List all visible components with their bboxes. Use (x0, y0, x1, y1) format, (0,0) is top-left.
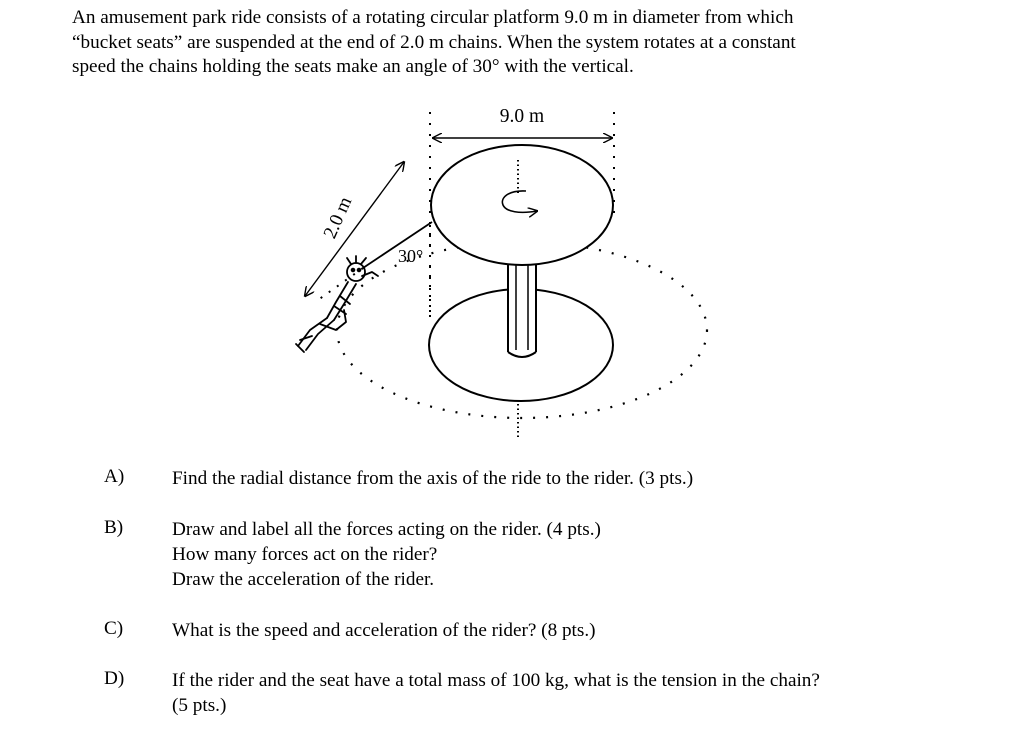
diameter-label: 9.0 m (499, 106, 545, 127)
question-line: Draw the acceleration of the rider. (172, 569, 435, 590)
question-b-letter: B) (104, 517, 124, 538)
question-c-letter: C) (104, 618, 124, 639)
question-d-text (172, 668, 820, 718)
question-line: Draw and label all the forces acting on the rider. (4 pts.) (172, 519, 601, 540)
rider-icon (296, 256, 378, 352)
question-line: What is the speed and acceleration of the rider? (8 pts.) (172, 620, 596, 641)
question-line: How many forces act on the rider? (172, 544, 438, 565)
question-d-letter: D) (104, 668, 125, 689)
question-c-text (172, 618, 596, 643)
chain-length-label: 2.0 m (319, 193, 357, 242)
top-platform (431, 145, 613, 265)
chain-length-arrow (305, 162, 404, 296)
problem-line: speed the chains holding the seats make an angle of 30° with the vertical. (72, 56, 634, 77)
angle-label: 30° (398, 246, 424, 266)
question-line: (5 pts.) (172, 695, 227, 716)
question-a-letter: A) (104, 466, 125, 487)
problem-line: An amusement park ride consists of a rotating circular platform 9.0 m in diameter from which (72, 7, 794, 28)
question-b-text (172, 517, 601, 592)
problem-line: “bucket seats” are suspended at the end of 2.0 m chains. When the system rotates at a constant (72, 31, 796, 53)
question-line: Find the radial distance from the axis of the ride to the rider. (3 pts.) (172, 468, 694, 489)
question-line: If the rider and the seat have a total mass of 100 kg, what is the tension in the chain? (172, 670, 820, 691)
question-a-text (172, 466, 693, 491)
